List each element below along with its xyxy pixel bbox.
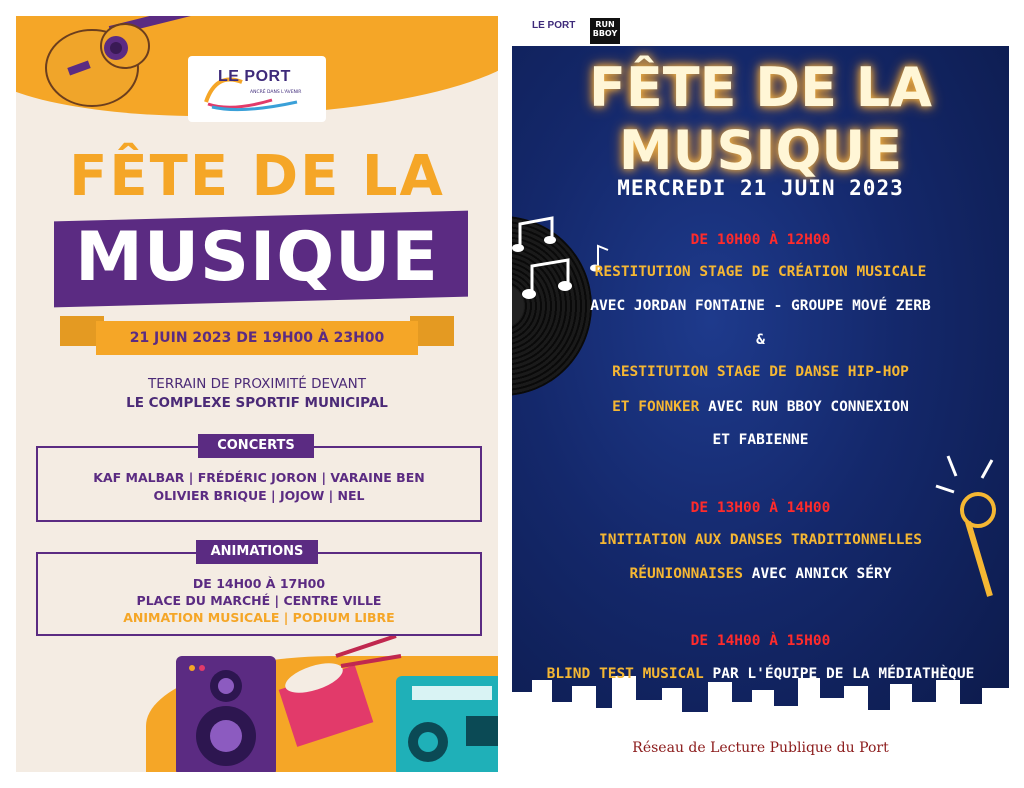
venue-line-1: TERRAIN DE PROXIMITÉ DEVANT	[148, 376, 366, 392]
block3-line1-rest: PAR L'ÉQUIPE DE LA MÉDIATHÈQUE	[703, 666, 975, 682]
animations-line-2: PLACE DU MARCHÉ | CENTRE VILLE	[136, 593, 382, 608]
music-instruments-illustration	[166, 636, 498, 772]
logo-tagline: ANCRÉ DANS L'AVENIR	[250, 90, 302, 95]
animations-line-3: ANIMATION MUSICALE | PODIUM LIBRE	[123, 610, 395, 625]
block3-line1	[512, 666, 1009, 682]
concerts-label: CONCERTS	[198, 434, 314, 458]
logo-name: LE PORT	[218, 68, 291, 85]
mini-le-port-logo: LE PORT	[532, 20, 576, 31]
block3-time: DE 14H00 À 15H00	[690, 633, 831, 649]
right-footer: Réseau de Lecture Publique du Port	[632, 740, 889, 756]
block3-line1-highlight: BLIND TEST MUSICAL	[546, 666, 704, 682]
block1-line2: AVEC JORDAN FONTAINE - GROUPE MOVÉ ZERB	[590, 298, 931, 314]
drum-icon	[279, 636, 401, 747]
animations-box	[36, 552, 482, 636]
animations-label: ANIMATIONS	[196, 540, 318, 564]
block1-line4-rest: AVEC RUN BBOY CONNEXION	[699, 399, 909, 415]
block1-amp: &	[756, 332, 765, 348]
block1-line4-highlight: ET FONNKER	[612, 399, 700, 415]
block1-line5: ET FABIENNE	[712, 432, 809, 448]
block1-line1: RESTITUTION STAGE DE CRÉATION MUSICALE	[594, 264, 927, 280]
title-line-1: FÊTE DE LA	[69, 144, 445, 209]
venue-line-2: LE COMPLEXE SPORTIF MUNICIPAL	[126, 395, 388, 411]
block2-line2	[512, 566, 1009, 582]
block2-time: DE 13H00 À 14H00	[690, 500, 831, 516]
block1-line4	[512, 399, 1009, 415]
run-bboy-logo-line2: BBOY	[592, 29, 618, 38]
block1-time: DE 10H00 À 12H00	[690, 232, 831, 248]
block2-line2-rest: AVEC ANNICK SÉRY	[743, 566, 892, 582]
run-bboy-logo	[590, 18, 620, 44]
title-line-2: MUSIQUE	[75, 218, 439, 297]
run-bboy-logo-line1: RUN	[595, 20, 615, 29]
right-date: MERCREDI 21 JUIN 2023	[617, 176, 904, 200]
right-logo-bar	[512, 16, 1009, 46]
left-poster	[16, 16, 498, 772]
microphone-icon	[932, 446, 1009, 606]
block2-line1: INITIATION AUX DANSES TRADITIONNELLES	[598, 532, 922, 548]
boombox-icon	[396, 676, 498, 772]
le-port-logo	[188, 56, 326, 122]
concerts-line-2: OLIVIER BRIQUE | JOJOW | NEL	[153, 488, 365, 503]
animations-line-1: DE 14H00 À 17H00	[192, 576, 326, 591]
speaker-icon	[176, 656, 276, 772]
block1-line3: RESTITUTION STAGE DE DANSE HIP-HOP	[612, 364, 909, 380]
music-notes-icon	[512, 206, 622, 306]
date-ribbon-text: 21 JUIN 2023 DE 19H00 À 23H00	[129, 330, 385, 346]
concerts-line-1: KAF MALBAR | FRÉDÉRIC JORON | VARAINE BEN	[93, 470, 425, 485]
right-poster	[512, 16, 1009, 770]
block2-line2-highlight: RÉUNIONNAISES	[629, 566, 744, 582]
right-title: FÊTE DE LA MUSIQUE	[588, 56, 932, 182]
